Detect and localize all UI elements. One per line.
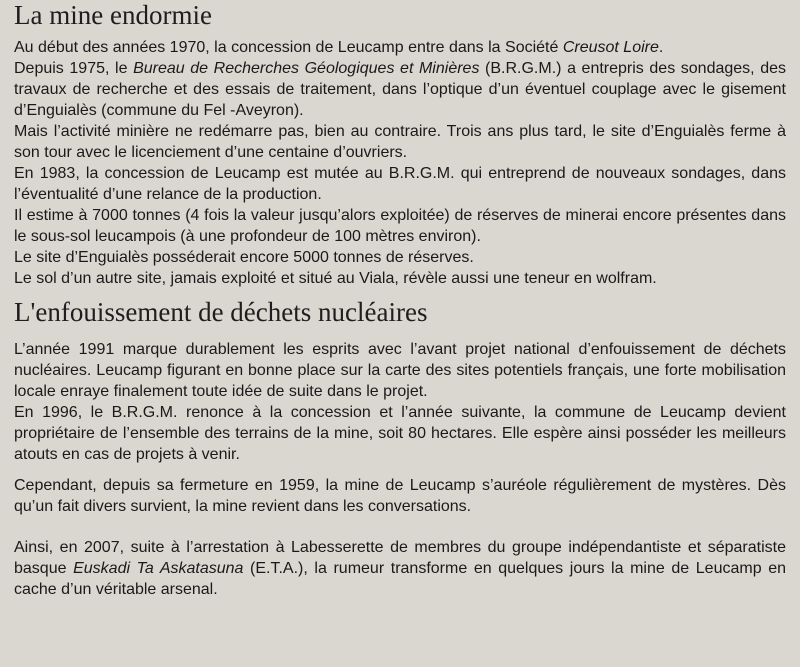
paragraph-line: En 1996, le B.R.G.M. renonce à la concession et l’année suivante, la commune de Leucamp devient propriétaire de l’ensemble des terrains de la mine, soit 80 hectares. Elle espère ainsi posséder les meilleurs atouts en cas de projets à venir. <box>14 404 786 463</box>
section2-paragraph-1 <box>14 339 786 465</box>
paragraph-line: Il estime à 7000 tonnes (4 fois la valeur jusqu’alors exploitée) de réserves de minerai encore présentes dans le sous-sol leucampois (à une profondeur de 100 mètres environ). <box>14 207 786 245</box>
section1-body <box>14 37 786 289</box>
paragraph-line: L’année 1991 marque durablement les esprits avec l’avant projet national d’enfouissement de déchets nucléaires. Leucamp figurant en bonne place sur la carte des sites potentiels français, une forte mobilisation locale enraye finalement toute idée de suite dans le projet. <box>14 341 786 400</box>
section2-paragraph-2 <box>14 475 786 517</box>
paragraph-line: Le site d’Enguialès posséderait encore 5000 tonnes de réserves. <box>14 249 474 266</box>
section-title-mine-endormie: La mine endormie <box>14 0 212 30</box>
text-segment: (E.T.A.), la rumeur transforme en quelques jours la mine de Leucamp en cache d’un véritable arsenal. <box>14 560 786 598</box>
section2-paragraph-3 <box>14 537 786 600</box>
text-emphasis: Bureau de Recherches Géologiques et Minières <box>133 60 480 77</box>
paragraph-line: Le sol d’un autre site, jamais exploité et situé au Viala, révèle aussi une teneur en wolfram. <box>14 270 657 287</box>
text-segment: Au début des années 1970, la concession de Leucamp entre dans la Société <box>14 39 563 56</box>
paragraph-line: Cependant, depuis sa fermeture en 1959, la mine de Leucamp s’auréole régulièrement de mystères. Dès qu’un fait divers survient, la mine revient dans les conversations. <box>14 477 786 515</box>
text-segment: Depuis 1975, le <box>14 60 134 77</box>
paragraph-line: Mais l’activité minière ne redémarre pas, bien au contraire. Trois ans plus tard, le site d’Enguialès ferme à son tour avec le licenciement d’une centaine d’ouvriers. <box>14 123 786 161</box>
text-segment: . <box>658 39 664 56</box>
text-segment: (B.R.G.M.) a entrepris des sondages, des travaux de recherche et des essais de traitement, dans l’optique d’un éventuel couplage avec le gisement d’Enguialès (commune du Fel -Aveyron). <box>14 60 787 119</box>
section-title-enfouissement: L'enfouissement de déchets nucléaires <box>14 297 428 327</box>
paragraph-line <box>14 37 786 58</box>
text-emphasis: Euskadi Ta Askatasuna <box>73 560 244 577</box>
paragraph-line <box>14 537 786 600</box>
paragraph-line <box>14 58 786 121</box>
paragraph-line: En 1983, la concession de Leucamp est mutée au B.R.G.M. qui entreprend de nouveaux sondages, dans l’éventualité d’une relance de la production. <box>14 165 786 203</box>
text-emphasis: Creusot Loire <box>562 39 659 56</box>
text-segment: Ainsi, en 2007, suite à l’arrestation à Labesserette de membres du groupe indépendantiste et séparatiste basque <box>14 539 786 577</box>
